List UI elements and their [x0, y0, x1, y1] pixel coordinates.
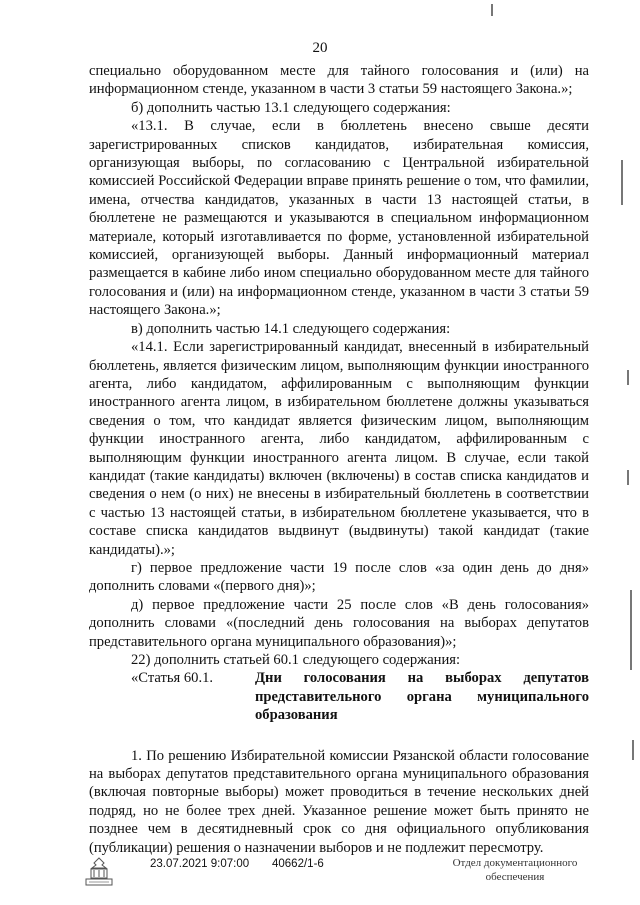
document-body: [89, 62, 589, 857]
paragraph-continuation: специально оборудованном месте для тайного голосования и (или) на информационном стенде, указанном в части 3 статьи 59 настоящего Закона.»;: [89, 63, 589, 98]
paragraph-part-13-1: «13.1. В случае, если в бюллетень внесено свыше десяти зарегистрированных списков кандидатов, избирательная комиссия, организующая выборы, по согласованию с Центральной избирательной комиссией Российской Федерации вправе принять решение о том, что фамилии, имена, отчества кандидатов, указанных в части 13 настоящей статьи, в бюллетене не размещаются и указываются в специальном информационном материале, который изготавливается по форме, установленной избирательной комиссией, организующей выборы. Данный информационный материал размещается в кабине либо ином специально оборудованном месте для тайного голосования и (или) на информационном стенде, указанном в части 3 статьи 59 настоящего Закона.»;: [89, 118, 589, 319]
footer-date: 23.07.2021 9:07:00: [150, 858, 250, 870]
paragraph-item-g: г) первое предложение части 19 после слов «за один день до дня» дополнить словами «(первого дня)»;: [89, 559, 589, 595]
paragraph-item-b: б) дополнить частью 13.1 следующего содержания:: [131, 99, 451, 116]
article-title: Дни голосования на выборах депутатов представительного органа муниципального образования: [255, 670, 589, 724]
footer-department-line2: обеспечения: [485, 871, 545, 883]
article-paragraph-1: 1. По решению Избирательной комиссии Рязанской области голосование на выборах депутатов представительного органа муниципального образования (включая повторные выборы) может проводиться в течение нескольких дней подряд, но не более трех дней. Указанное решение может быть принято не позднее чем в десятидневный срок со дня официального опубликования (публикации) решения о назначении выборов и не подлежит пересмотру.: [89, 747, 589, 856]
footer-department-line1: Отдел документационного: [452, 857, 578, 869]
scan-mark-top: [491, 4, 493, 16]
article-heading: [89, 669, 589, 724]
scan-mark-right-3: [627, 470, 629, 485]
page-number: 20: [312, 40, 328, 56]
footer-department-stamp: [440, 856, 590, 884]
paragraph-part-14-1: «14.1. Если зарегистрированный кандидат, внесенный в избирательный бюллетень, является физическим лицом, выполняющим функции иностранного агента, либо кандидатом, аффилированным с выполняющим функции иностранного агента лицом, в избирательном бюллетене должны указываться сведения о том, что кандидат является физическим лицом, выполняющим функции иностранного агента, либо кандидатом, аффилированным с выполняющим функции иностранного агента лицом. В случае, если такой кандидат (такие кандидаты) включен (включены) в состав списка кандидатов и сведения о нем (о них) не внесены в избирательный бюллетень в соответствии с частью 13 настоящей статьи, в избирательном бюллетене указывается, что в составе списка кандидатов выдвинут (выдвинуты) такой кандидат (такие кандидаты).»;: [89, 339, 589, 558]
scan-mark-right-2: [627, 370, 629, 385]
footer-document-code: 40662/1-6: [272, 858, 324, 870]
scan-mark-right-1: [621, 160, 623, 205]
paragraph-item-d: д) первое предложение части 25 после слов «В день голосования» дополнить словами «(последний день голосования на выборах депутатов представительного органа муниципального образования)»;: [89, 596, 589, 650]
article-label: «Статья 60.1.: [131, 670, 214, 687]
paragraph-item-v: в) дополнить частью 14.1 следующего содержания:: [131, 320, 451, 337]
coat-of-arms-stamp: [82, 856, 116, 888]
scan-mark-right-5: [632, 740, 634, 760]
paragraph-item-22: 22) дополнить статьей 60.1 следующего содержания:: [131, 652, 461, 668]
scan-mark-right-4: [630, 590, 632, 670]
